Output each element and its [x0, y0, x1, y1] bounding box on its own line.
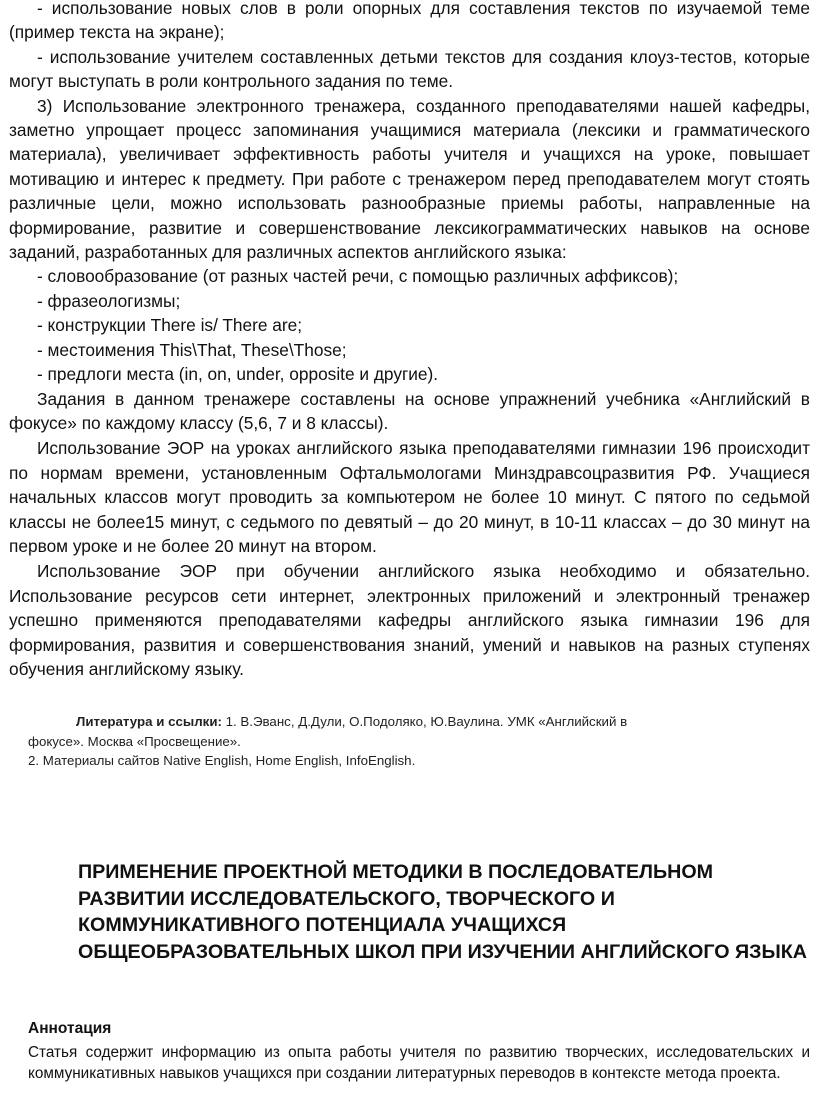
- body-text: [9, 0, 810, 681]
- abstract-heading: Аннотация: [28, 1020, 112, 1037]
- references: [28, 712, 668, 771]
- list-item-prepositions: - предлоги места (in, on, under, opposite и другие).: [37, 364, 439, 385]
- reference-text-1: 1. В.Эванс, Д.Дули, О.Подоляко, Ю.Ваулина. УМК «Английский в фокусе». Москва «Просвещение».: [28, 714, 628, 749]
- paragraph-cloze-tests: - использование учителем составленных детьми текстов для создания клоуз-тестов, которые могут выступать в роли контрольного задания по теме.: [9, 46, 810, 92]
- paragraph-tasks: Задания в данном тренажере составлены на основе упражнений учебника «Английский в фокусе» по каждому классу (5,6, 7 и 8 классы).: [9, 388, 810, 433]
- list-item-word-formation: - словообразование (от разных частей речи, с помощью различных аффиксов);: [37, 266, 679, 287]
- list-item-pronouns: - местоимения This\That, These\Those;: [37, 339, 347, 360]
- paragraph-new-words: - использование новых слов в роли опорных для составления текстов по изучаемой теме (пример текста на экране);: [9, 0, 810, 43]
- list-item-there-is: - конструкции There is/ There are;: [37, 315, 303, 336]
- reference-item-1: [28, 712, 668, 751]
- paragraph-time-norms: Использование ЭОР на уроках английского языка преподавателями гимназии 196 происходит по нормам времени, установленным Офтальмологами Минздравсоцразвития РФ. Учащиеся начальных классов могут проводить за компьютером не более 10 минут. С пятого по седьмой классы не более15 минут, с седьмого по девятый – до 20 минут, в 10-11 классах – до 30 минут на первом уроке и не более 20 минут на втором.: [9, 438, 810, 556]
- abstract-text: Статья содержит информацию из опыта работы учителя по развитию творческих, исследовательских и коммуникативных навыков учащихся при создании литературных переводов в контексте метода проекта.: [28, 1044, 810, 1082]
- paragraph-electronic-trainer: 3) Использование электронного тренажера, созданного преподавателями нашей кафедры, заметно упрощает процесс запоминания учащимися материала (лексики и грамматического материала), увеличивает эффективность работы учителя и учащихся на уроке, повышает мотивацию и интерес к предмету. При работе с тренажером перед преподавателем могут стоять различные цели, можно использовать разнообразные приемы работы, направленные на формирование, развитие и совершенствование лексикограмматических навыков на основе заданий, разработанных для различных аспектов английского языка:: [9, 95, 810, 263]
- references-label: Литература и ссылки:: [76, 714, 222, 729]
- reference-item-2: 2. Материалы сайтов Native English, Home English, InfoEnglish.: [28, 753, 416, 768]
- list-item-idioms: - фразеологизмы;: [37, 290, 181, 311]
- article-title: ПРИМЕНЕНИЕ ПРОЕКТНОЙ МЕТОДИКИ В ПОСЛЕДОВАТЕЛЬНОМ РАЗВИТИИ ИССЛЕДОВАТЕЛЬСКОГО, ТВОРЧЕСКОГО И КОММУНИКАТИВНОГО ПОТЕНЦИАЛА УЧАЩИХСЯ ОБЩЕОБРАЗОВАТЕЛЬНЫХ ШКОЛ ПРИ ИЗУЧЕНИИ АНГЛИЙСКОГО ЯЗЫКА: [78, 861, 808, 963]
- paragraph-conclusion: Использование ЭОР при обучении английского языка необходимо и обязательно. Использование ресурсов сети интернет, электронных приложений и электронный тренажер успешно применяются преподавателями кафедры английского языка гимназии 196 для формирования, развития и совершенствования знаний, умений и навыков на разных ступенях обучения английскому языку.: [9, 561, 810, 679]
